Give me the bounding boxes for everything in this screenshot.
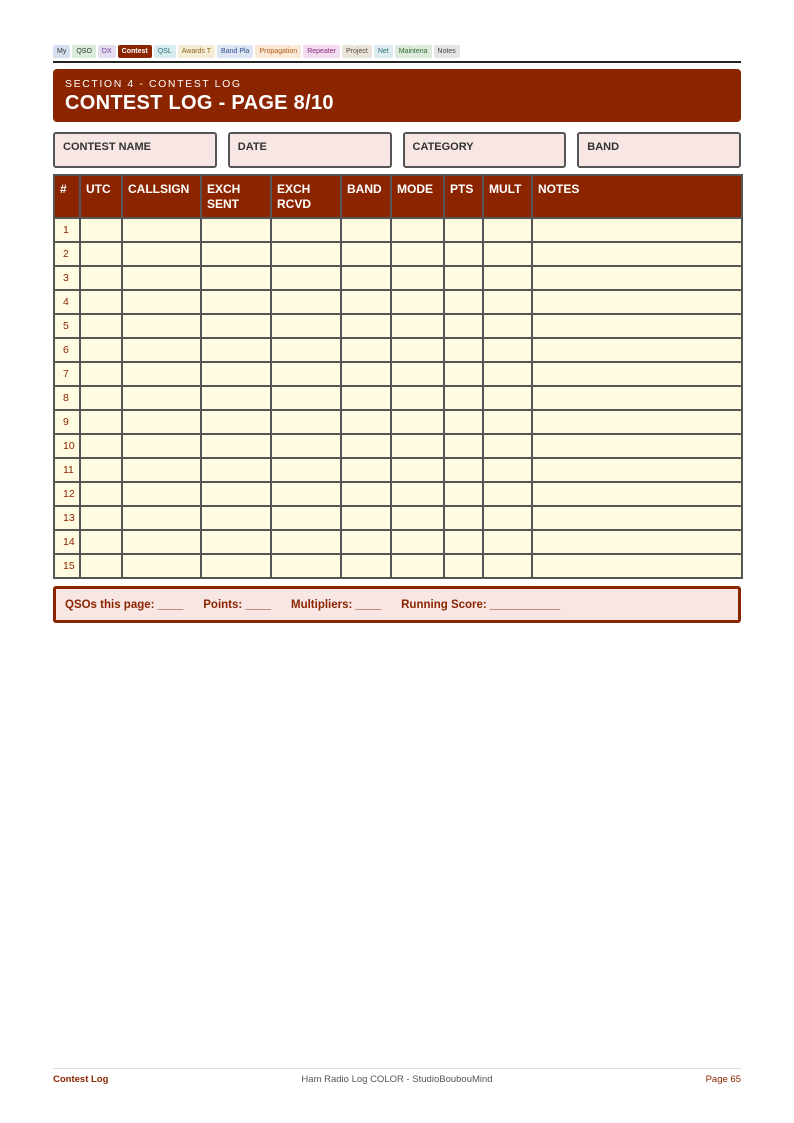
- section-tabs: [53, 45, 460, 58]
- cell-utc[interactable]: [80, 362, 122, 386]
- contest-name-field[interactable]: CONTEST NAME: [53, 132, 217, 168]
- cell-mode[interactable]: [391, 386, 444, 410]
- cell-utc[interactable]: [80, 434, 122, 458]
- cell-exch-sent[interactable]: [201, 290, 271, 314]
- cell-callsign[interactable]: [122, 266, 201, 290]
- cell-pts[interactable]: [444, 242, 483, 266]
- tab-qsl[interactable]: QSL: [154, 45, 176, 58]
- cell-mode[interactable]: [391, 290, 444, 314]
- row-number: 6: [54, 338, 80, 362]
- running-score: Running Score: ___________: [401, 598, 561, 611]
- cell-callsign[interactable]: [122, 362, 201, 386]
- cell-mult[interactable]: [483, 218, 532, 242]
- cell-pts[interactable]: [444, 362, 483, 386]
- table-row: [54, 554, 742, 578]
- cell-utc[interactable]: [80, 506, 122, 530]
- band-field[interactable]: BAND: [577, 132, 741, 168]
- col-header-band: BAND: [341, 175, 391, 218]
- cell-band[interactable]: [341, 362, 391, 386]
- cell-mult[interactable]: [483, 530, 532, 554]
- cell-utc[interactable]: [80, 290, 122, 314]
- cell-utc[interactable]: [80, 386, 122, 410]
- cell-notes[interactable]: [532, 218, 742, 242]
- cell-utc[interactable]: [80, 314, 122, 338]
- table-row: [54, 314, 742, 338]
- col-header-number: #: [54, 175, 80, 218]
- cell-pts[interactable]: [444, 410, 483, 434]
- cell-notes[interactable]: [532, 242, 742, 266]
- cell-exch-sent[interactable]: [201, 386, 271, 410]
- section-kicker: SECTION 4 - CONTEST LOG: [65, 78, 242, 90]
- cell-exch-rcvd[interactable]: [271, 314, 341, 338]
- cell-exch-sent[interactable]: [201, 530, 271, 554]
- cell-notes[interactable]: [532, 434, 742, 458]
- cell-exch-rcvd[interactable]: [271, 266, 341, 290]
- cell-exch-sent[interactable]: [201, 242, 271, 266]
- cell-exch-rcvd[interactable]: [271, 386, 341, 410]
- page-title: CONTEST LOG - PAGE 8/10: [65, 92, 334, 114]
- table-row: [54, 506, 742, 530]
- cell-callsign[interactable]: [122, 290, 201, 314]
- cell-pts[interactable]: [444, 386, 483, 410]
- contest-log-table: [53, 174, 743, 579]
- cell-callsign[interactable]: [122, 386, 201, 410]
- category-field[interactable]: CATEGORY: [403, 132, 567, 168]
- cell-notes[interactable]: [532, 386, 742, 410]
- cell-band[interactable]: [341, 410, 391, 434]
- table-header-row: [54, 175, 742, 218]
- page-footer: [53, 1074, 741, 1086]
- cell-mode[interactable]: [391, 482, 444, 506]
- table-row: [54, 218, 742, 242]
- cell-mode[interactable]: [391, 530, 444, 554]
- date-field[interactable]: DATE: [228, 132, 392, 168]
- cell-mode[interactable]: [391, 314, 444, 338]
- cell-exch-rcvd[interactable]: [271, 410, 341, 434]
- cell-mode[interactable]: [391, 362, 444, 386]
- cell-callsign[interactable]: [122, 434, 201, 458]
- table-row: [54, 290, 742, 314]
- cell-pts[interactable]: [444, 530, 483, 554]
- cell-mult[interactable]: [483, 338, 532, 362]
- row-number: 8: [54, 386, 80, 410]
- cell-mult[interactable]: [483, 290, 532, 314]
- cell-callsign[interactable]: [122, 530, 201, 554]
- cell-band[interactable]: [341, 314, 391, 338]
- table-row: [54, 266, 742, 290]
- cell-exch-sent[interactable]: [201, 362, 271, 386]
- cell-notes[interactable]: [532, 506, 742, 530]
- row-number: 10: [54, 434, 80, 458]
- cell-mult[interactable]: [483, 506, 532, 530]
- cell-mode[interactable]: [391, 410, 444, 434]
- table-row: [54, 362, 742, 386]
- cell-band[interactable]: [341, 530, 391, 554]
- cell-mode[interactable]: [391, 338, 444, 362]
- footer-center: Ham Radio Log COLOR - StudioBoubouMind: [301, 1074, 493, 1085]
- cell-utc[interactable]: [80, 554, 122, 578]
- cell-mult[interactable]: [483, 242, 532, 266]
- contest-info-fields: [53, 132, 741, 168]
- cell-exch-rcvd[interactable]: [271, 362, 341, 386]
- cell-utc[interactable]: [80, 458, 122, 482]
- row-number: 4: [54, 290, 80, 314]
- cell-mult[interactable]: [483, 410, 532, 434]
- cell-utc[interactable]: [80, 482, 122, 506]
- cell-exch-sent[interactable]: [201, 218, 271, 242]
- tab-my[interactable]: My: [53, 45, 70, 58]
- cell-mult[interactable]: [483, 458, 532, 482]
- col-header-mode: MODE: [391, 175, 444, 218]
- cell-exch-rcvd[interactable]: [271, 218, 341, 242]
- tab-propagation[interactable]: Propagation: [255, 45, 301, 58]
- cell-utc[interactable]: [80, 242, 122, 266]
- tab-notes[interactable]: Notes: [434, 45, 460, 58]
- cell-band[interactable]: [341, 266, 391, 290]
- tab-contest[interactable]: Contest: [118, 45, 152, 58]
- page-summary: [53, 586, 741, 623]
- cell-notes[interactable]: [532, 410, 742, 434]
- row-number: 14: [54, 530, 80, 554]
- col-header-exch-sent: EXCH SENT: [201, 175, 271, 218]
- cell-callsign[interactable]: [122, 458, 201, 482]
- col-header-notes: NOTES: [532, 175, 742, 218]
- col-header-exch-rcvd: EXCH RCVD: [271, 175, 341, 218]
- cell-pts[interactable]: [444, 218, 483, 242]
- tab-qso[interactable]: QSO: [72, 45, 96, 58]
- cell-callsign[interactable]: [122, 338, 201, 362]
- col-header-mult: MULT: [483, 175, 532, 218]
- cell-pts[interactable]: [444, 338, 483, 362]
- cell-exch-sent[interactable]: [201, 314, 271, 338]
- cell-band[interactable]: [341, 242, 391, 266]
- cell-notes[interactable]: [532, 482, 742, 506]
- table-row: [54, 410, 742, 434]
- table-row: [54, 242, 742, 266]
- cell-callsign[interactable]: [122, 554, 201, 578]
- cell-exch-rcvd[interactable]: [271, 434, 341, 458]
- tab-dx[interactable]: DX: [98, 45, 116, 58]
- cell-mode[interactable]: [391, 434, 444, 458]
- col-header-pts: PTS: [444, 175, 483, 218]
- cell-band[interactable]: [341, 434, 391, 458]
- cell-mode[interactable]: [391, 242, 444, 266]
- cell-exch-sent[interactable]: [201, 554, 271, 578]
- cell-exch-sent[interactable]: [201, 506, 271, 530]
- cell-mode[interactable]: [391, 506, 444, 530]
- cell-mode[interactable]: [391, 554, 444, 578]
- cell-utc[interactable]: [80, 410, 122, 434]
- cell-band[interactable]: [341, 338, 391, 362]
- cell-pts[interactable]: [444, 458, 483, 482]
- cell-exch-rcvd[interactable]: [271, 506, 341, 530]
- cell-exch-sent[interactable]: [201, 266, 271, 290]
- cell-pts[interactable]: [444, 266, 483, 290]
- col-header-utc: UTC: [80, 175, 122, 218]
- cell-exch-rcvd[interactable]: [271, 290, 341, 314]
- table-row: [54, 434, 742, 458]
- cell-exch-rcvd[interactable]: [271, 482, 341, 506]
- tab-repeater[interactable]: Repeater: [303, 45, 340, 58]
- cell-pts[interactable]: [444, 554, 483, 578]
- tab-awards-t[interactable]: Awards T: [178, 45, 215, 58]
- cell-callsign[interactable]: [122, 410, 201, 434]
- footer-page-number: Page 65: [705, 1074, 741, 1085]
- cell-notes[interactable]: [532, 266, 742, 290]
- cell-utc[interactable]: [80, 530, 122, 554]
- cell-utc[interactable]: [80, 338, 122, 362]
- qsos-this-page: QSOs this page: ____: [65, 598, 184, 611]
- row-number: 3: [54, 266, 80, 290]
- cell-exch-sent[interactable]: [201, 458, 271, 482]
- points-total: Points: ____: [203, 598, 271, 611]
- cell-mult[interactable]: [483, 554, 532, 578]
- cell-mode[interactable]: [391, 218, 444, 242]
- cell-utc[interactable]: [80, 266, 122, 290]
- tab-net[interactable]: Net: [374, 45, 393, 58]
- cell-mult[interactable]: [483, 386, 532, 410]
- tab-project[interactable]: Project: [342, 45, 372, 58]
- cell-mult[interactable]: [483, 266, 532, 290]
- cell-pts[interactable]: [444, 506, 483, 530]
- cell-pts[interactable]: [444, 434, 483, 458]
- cell-band[interactable]: [341, 506, 391, 530]
- footer-divider: [53, 1068, 741, 1069]
- cell-callsign[interactable]: [122, 314, 201, 338]
- table-row: [54, 458, 742, 482]
- row-number: 15: [54, 554, 80, 578]
- tabs-divider: [53, 61, 741, 63]
- cell-mult[interactable]: [483, 482, 532, 506]
- cell-mult[interactable]: [483, 362, 532, 386]
- cell-callsign[interactable]: [122, 218, 201, 242]
- cell-notes[interactable]: [532, 362, 742, 386]
- cell-notes[interactable]: [532, 290, 742, 314]
- table-row: [54, 530, 742, 554]
- row-number: 5: [54, 314, 80, 338]
- cell-exch-sent[interactable]: [201, 338, 271, 362]
- col-header-callsign: CALLSIGN: [122, 175, 201, 218]
- cell-mult[interactable]: [483, 434, 532, 458]
- cell-callsign[interactable]: [122, 506, 201, 530]
- row-number: 12: [54, 482, 80, 506]
- cell-exch-rcvd[interactable]: [271, 242, 341, 266]
- cell-exch-rcvd[interactable]: [271, 530, 341, 554]
- table-row: [54, 482, 742, 506]
- row-number: 7: [54, 362, 80, 386]
- multipliers-total: Multipliers: ____: [291, 598, 382, 611]
- cell-callsign[interactable]: [122, 242, 201, 266]
- cell-notes[interactable]: [532, 554, 742, 578]
- section-header: [53, 69, 741, 122]
- table-row: [54, 386, 742, 410]
- cell-band[interactable]: [341, 458, 391, 482]
- cell-mode[interactable]: [391, 266, 444, 290]
- row-number: 9: [54, 410, 80, 434]
- cell-notes[interactable]: [532, 314, 742, 338]
- cell-mult[interactable]: [483, 314, 532, 338]
- cell-band[interactable]: [341, 482, 391, 506]
- cell-pts[interactable]: [444, 290, 483, 314]
- cell-exch-sent[interactable]: [201, 482, 271, 506]
- tab-maintena[interactable]: Maintena: [395, 45, 432, 58]
- cell-exch-sent[interactable]: [201, 434, 271, 458]
- cell-exch-rcvd[interactable]: [271, 338, 341, 362]
- cell-utc[interactable]: [80, 218, 122, 242]
- tab-band-pla[interactable]: Band Pla: [217, 45, 253, 58]
- cell-callsign[interactable]: [122, 482, 201, 506]
- row-number: 1: [54, 218, 80, 242]
- cell-notes[interactable]: [532, 458, 742, 482]
- footer-section-name: Contest Log: [53, 1074, 109, 1085]
- cell-band[interactable]: [341, 218, 391, 242]
- cell-exch-rcvd[interactable]: [271, 554, 341, 578]
- cell-notes[interactable]: [532, 530, 742, 554]
- cell-band[interactable]: [341, 554, 391, 578]
- row-number: 11: [54, 458, 80, 482]
- row-number: 2: [54, 242, 80, 266]
- row-number: 13: [54, 506, 80, 530]
- cell-mode[interactable]: [391, 458, 444, 482]
- cell-notes[interactable]: [532, 338, 742, 362]
- cell-band[interactable]: [341, 386, 391, 410]
- cell-exch-sent[interactable]: [201, 410, 271, 434]
- cell-exch-rcvd[interactable]: [271, 458, 341, 482]
- cell-pts[interactable]: [444, 482, 483, 506]
- table-row: [54, 338, 742, 362]
- cell-band[interactable]: [341, 290, 391, 314]
- cell-pts[interactable]: [444, 314, 483, 338]
